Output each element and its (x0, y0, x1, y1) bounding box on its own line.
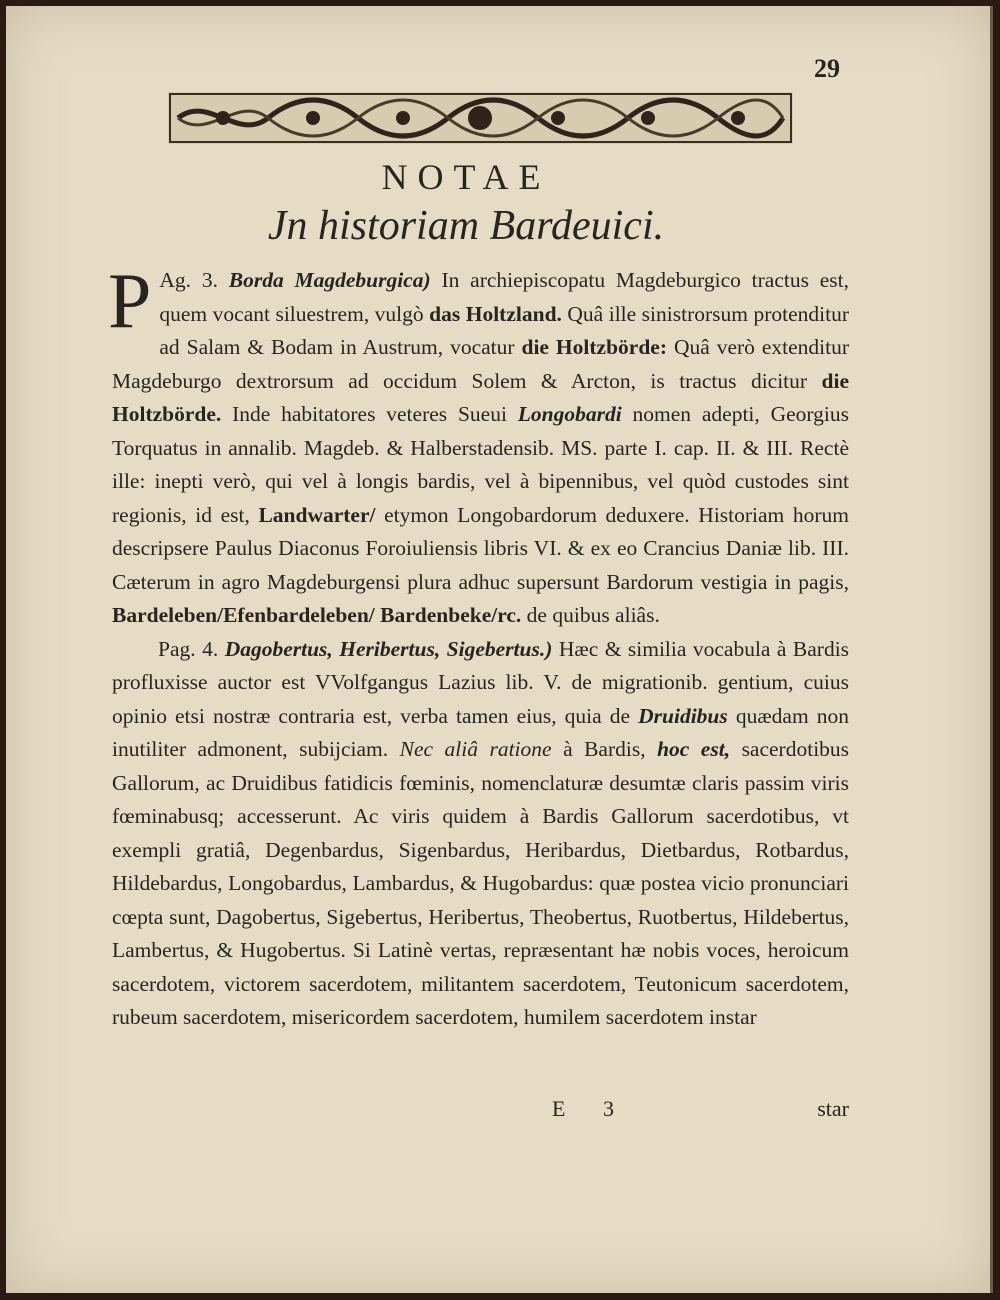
note-text (108, 257, 850, 1035)
blackletter-term: Landwarter/ (258, 502, 376, 527)
text-run: nomen adepti, Georgius Torquatus in annalib. Magdeb. & Halberstadensib. MS. parte I. cap. II. & III. Rectè ille: inepti verò, qui vel à longis bardis, vel à bipennibus, vel quòd custodes sint regionis, id est, (112, 402, 850, 527)
page-footer (112, 1096, 849, 1130)
text-run: Quâ verò extenditur Magdeburgo dextrorsum ad occidum Solem & Arcton, is tractus dicitur (112, 335, 850, 393)
italic-term: Nec aliâ ratione (399, 737, 552, 761)
text-run: quædam non inutiliter admonent, subijciam. (112, 703, 850, 761)
blackletter-term: die Holtzbörde: (521, 335, 667, 359)
headpiece-ornament (168, 92, 793, 144)
italic-term: Longobardi (517, 402, 622, 426)
page-number: 29 (814, 54, 840, 83)
text-run: etymon Longobardorum deduxere. Historiam horum descripsere Paulus Diaconus Foroiuliensis libris VI. & ex eo Crancius Daniæ lib. III. Cæterum in agro Magdeburgensi plura adhuc supersunt Bardorum vestigia in pagis, (112, 502, 850, 594)
note-paragraph (112, 633, 849, 1035)
blackletter-term: das Holtzland. (429, 301, 562, 326)
text-run: In archiepiscopatu Magdeburgico tractus est, quem vocant siluestrem, vulgò (159, 268, 850, 326)
section-title: NOTAE (381, 157, 551, 197)
text-run: à Bardis, (563, 737, 646, 761)
lemma: Dagobertus, Heribertus, Sigebertus.) (224, 636, 553, 661)
lemma: Borda Magdeburgica) (228, 268, 431, 292)
blackletter-term: die Holtzbörde. (112, 368, 850, 426)
italic-term: hoc est, (657, 737, 731, 761)
section-subtitle: Jn historiam Bardeuici. (267, 203, 665, 249)
text-run: Inde habitatores veteres Sueui (232, 402, 507, 426)
note-paragraph (108, 257, 850, 633)
text-run: sacerdotibus Gallorum, ac Druidibus fatidicis fœminis, nomenclaturæ desumtæ claris passim viris fœminabusq; accesserunt. Ac viris quidem à Bardis Gallorum sacerdotibus, vt exempli gratiâ, Degenbardus, Sigenbardus, Heribardus, Dietbardus, Rotbardus, Hildebardus, Longobardus, Lambardus, & Hugobardus: quæ postea vicio pronunciari cœpta sunt, Dagobertus, Sigebertus, Heribertus, Theobertus, Ruotbertus, Hildebertus, Lambertus, & Hugobertus. Si Latinè vertas, repræsentant hæ nobis voces, heroicum sacerdotem, victorem sacerdotem, militantem sacerdotem, Teutonicum sacerdotem, rubeum sacerdotem, misericordem sacerdotem, humilem sacerdotem instar (112, 737, 850, 1029)
drop-cap: P (108, 257, 152, 344)
book-page (6, 6, 993, 1293)
text-run: de quibus aliâs. (526, 603, 660, 627)
text-run: Hæc & similia vocabula à Bardis profluxisse auctor est VVolfgangus Lazius lib. V. de migrationib. gentium, cuius opinio etsi nostræ contraria est, verba tamen eius, quia de (112, 636, 850, 728)
page-reference: Ag. 3. (159, 268, 218, 292)
page-reference: Pag. 4. (158, 636, 219, 661)
signature-mark: E 3 (552, 1096, 630, 1121)
text-run: Quâ ille sinistrorsum protenditur ad Salam & Bodam in Austrum, vocatur (159, 301, 850, 359)
blackletter-term: Bardeleben/Efenbardeleben/ Bardenbeke/rc. (112, 603, 522, 627)
italic-term: Druidibus (638, 703, 728, 728)
catchword: star (817, 1096, 849, 1121)
